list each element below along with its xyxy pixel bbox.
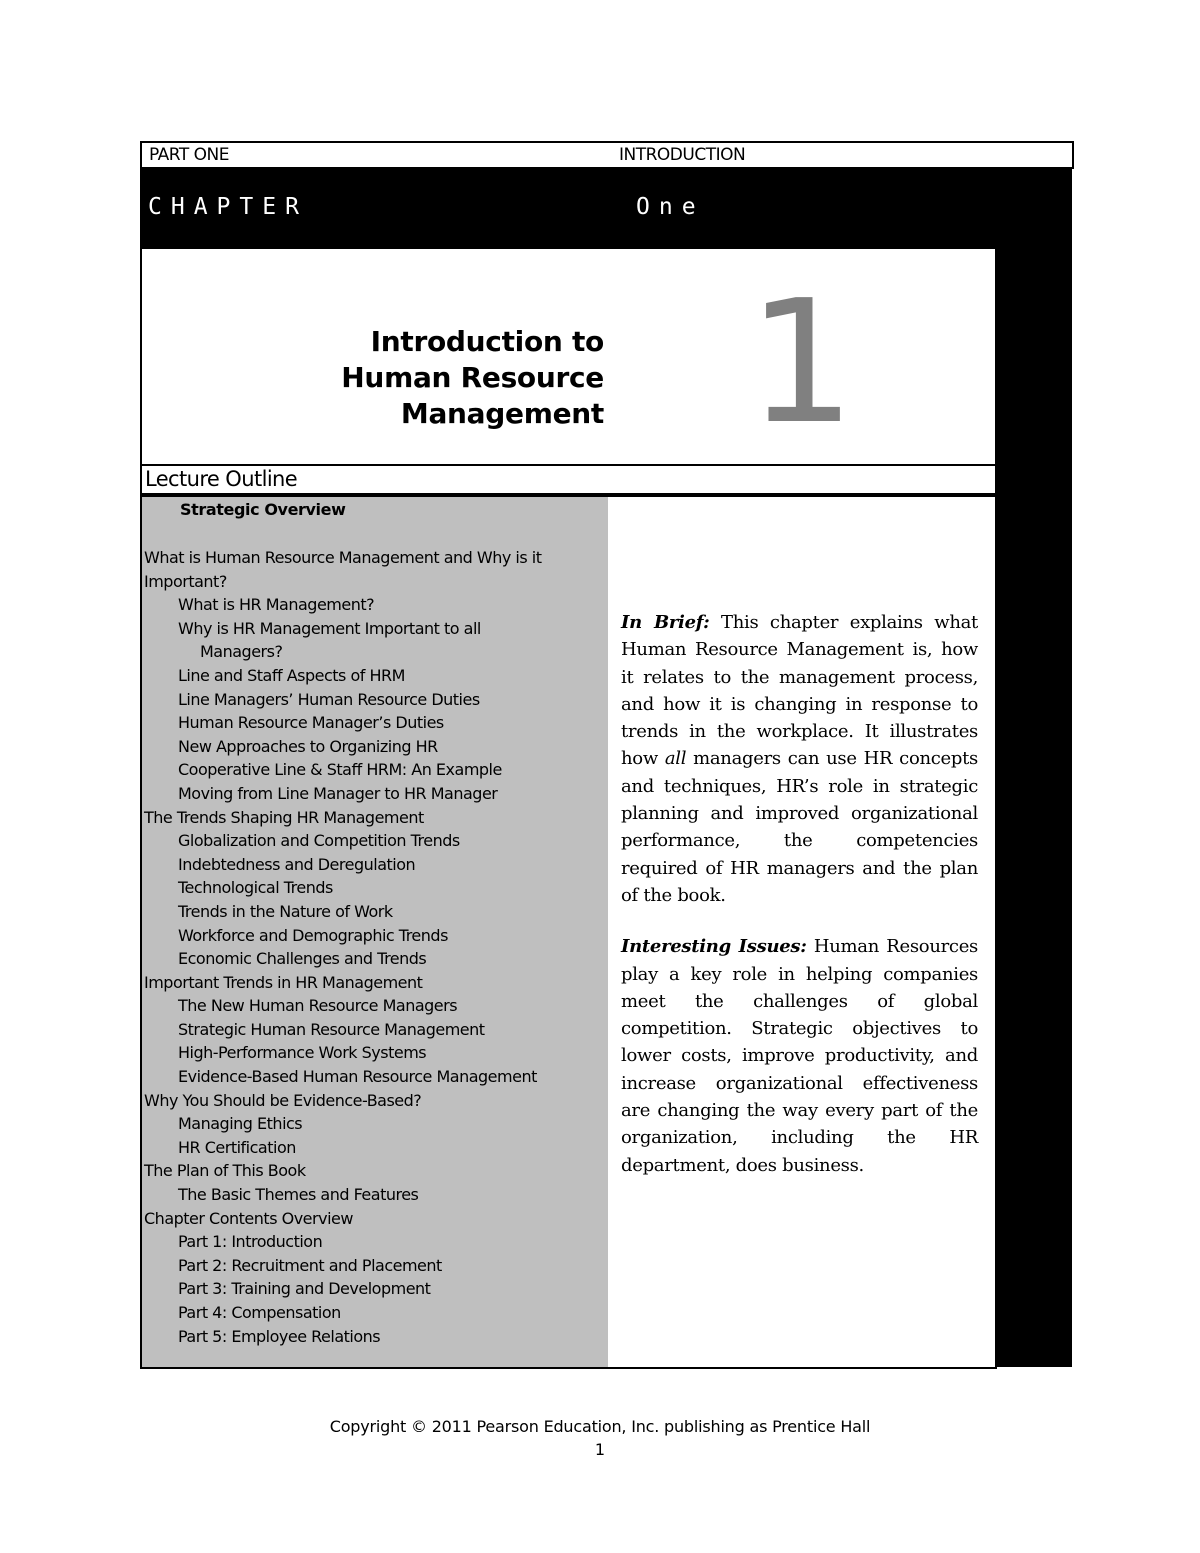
- outline-item: Evidence-Based Human Resource Management: [178, 1067, 537, 1087]
- in-brief-label: In Brief:: [621, 612, 710, 633]
- outline-item: Workforce and Demographic Trends: [178, 925, 448, 945]
- outline-item: What is Human Resource Management and Why is it: [144, 548, 542, 567]
- outline-item: Important Trends in HR Management: [144, 972, 423, 992]
- part-label: PART ONE: [149, 145, 229, 165]
- chapter-title-box: [140, 249, 610, 466]
- lecture-outline-label: Lecture Outline: [145, 467, 298, 491]
- chapter-number-box: [608, 249, 997, 466]
- outline-item: The Plan of This Book: [144, 1161, 306, 1181]
- outline-list: [144, 546, 604, 1348]
- outline-item: Human Resource Manager’s Duties: [178, 713, 444, 733]
- outline-item: Technological Trends: [178, 878, 333, 898]
- lecture-outline: [140, 495, 610, 1369]
- outline-heading: Strategic Overview: [180, 500, 346, 519]
- outline-item: Why is HR Management Important to all: [178, 618, 481, 638]
- part-title: INTRODUCTION: [619, 145, 746, 165]
- outline-item: Economic Challenges and Trends: [178, 949, 427, 969]
- outline-item: Moving from Line Manager to HR Manager: [178, 783, 498, 803]
- in-brief-text-cont: managers can use HR concepts and techniques, HR’s role in strategic planning and improved organizational performance, the competencies required of HR managers and the plan of the book.: [621, 748, 978, 906]
- outline-item: The Trends Shaping HR Management: [144, 807, 424, 827]
- outline-item: Part 4: Compensation: [178, 1303, 341, 1322]
- in-brief-text: This chapter explains what Human Resource Management is, how it relates to the management process, and how it is changing in response to trends in the workplace. It illustrates how: [621, 612, 978, 770]
- outline-item: Strategic Human Resource Management: [178, 1019, 485, 1039]
- outline-item: Part 1: Introduction: [178, 1232, 323, 1252]
- summary-box: [608, 495, 997, 1369]
- chapter-title-line: Human Resource: [341, 361, 604, 394]
- chapter-band: [140, 167, 1072, 249]
- copyright-footer: Copyright © 2011 Pearson Education, Inc. publishing as Prentice Hall: [329, 1417, 871, 1436]
- chapter-frame: [140, 141, 1072, 1367]
- outline-item: Part 2: Recruitment and Placement: [178, 1255, 442, 1275]
- outline-item: Why You Should be Evidence-Based?: [144, 1090, 422, 1110]
- chapter-number-word: One: [636, 194, 705, 220]
- outline-item: The Basic Themes and Features: [178, 1185, 419, 1205]
- outline-item: Line Managers’ Human Resource Duties: [178, 689, 480, 709]
- outline-item: Important?: [144, 571, 227, 591]
- outline-item: Trends in the Nature of Work: [178, 901, 393, 921]
- issues-paragraph: [621, 933, 978, 1179]
- issues-text: Human Resources play a key role in helping companies meet the challenges of global competition. Strategic objectives to lower costs, improve productivity, and increase organizational effectiveness are changing the way every part of the organization, including the HR department, does business.: [621, 936, 978, 1176]
- part-header-row: [140, 141, 1074, 169]
- side-black-bar: [995, 249, 1072, 1367]
- outline-item: New Approaches to Organizing HR: [178, 736, 438, 756]
- outline-item: The New Human Resource Managers: [178, 996, 458, 1016]
- outline-item: Managers?: [200, 642, 283, 662]
- chapter-word: CHAPTER: [148, 194, 308, 220]
- lecture-outline-label-box: [140, 466, 610, 495]
- chapter-title-line: Management: [400, 397, 604, 430]
- empty-header-cell: [608, 466, 997, 495]
- outline-item: Managing Ethics: [178, 1114, 303, 1134]
- outline-item: High-Performance Work Systems: [178, 1043, 427, 1063]
- outline-item: HR Certification: [178, 1137, 296, 1157]
- chapter-title: [341, 324, 604, 432]
- in-brief-emphasis: all: [664, 748, 687, 770]
- outline-item: What is HR Management?: [178, 595, 375, 615]
- outline-item: Chapter Contents Overview: [144, 1208, 353, 1228]
- outline-item: Part 3: Training and Development: [178, 1279, 431, 1299]
- issues-label: Interesting Issues:: [621, 936, 807, 958]
- outline-item: Part 5: Employee Relations: [178, 1326, 381, 1346]
- outline-item: Indebtedness and Deregulation: [178, 854, 416, 874]
- chapter-number: 1: [747, 264, 856, 462]
- in-brief-paragraph: [621, 609, 978, 909]
- outline-item: Globalization and Competition Trends: [178, 831, 460, 851]
- outline-item: Cooperative Line & Staff HRM: An Example: [178, 760, 502, 780]
- page-number: 1: [594, 1440, 606, 1459]
- outline-item: Line and Staff Aspects of HRM: [178, 665, 405, 685]
- summary-text: [621, 609, 978, 1179]
- chapter-title-line: Introduction to: [370, 325, 604, 358]
